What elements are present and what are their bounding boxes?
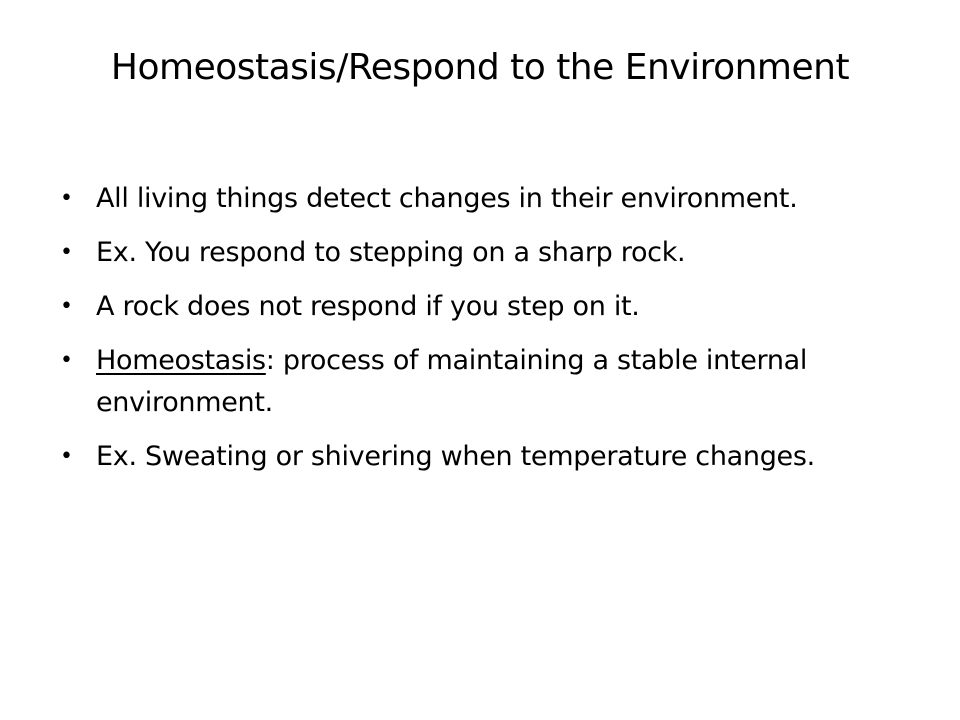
bullet-dot-icon: • xyxy=(60,294,73,319)
bullet-list xyxy=(58,178,888,490)
bullet-item xyxy=(58,436,888,478)
bullet-item xyxy=(58,178,888,220)
bullet-text: All living things detect changes in their environment. xyxy=(96,183,798,214)
bullet-item xyxy=(58,286,888,328)
defined-term: Homeostasis xyxy=(96,345,266,376)
bullet-text: : process of maintaining a stable internal environment. xyxy=(96,345,808,418)
bullet-dot-icon: • xyxy=(60,240,73,265)
slide-title: Homeostasis/Respond to the Environment xyxy=(110,47,850,88)
bullet-item xyxy=(58,232,888,274)
bullet-item xyxy=(58,340,888,424)
bullet-dot-icon: • xyxy=(60,186,73,211)
bullet-text: A rock does not respond if you step on it. xyxy=(96,291,640,322)
bullet-text: Ex. You respond to stepping on a sharp rock. xyxy=(96,237,686,268)
bullet-text: Ex. Sweating or shivering when temperature changes. xyxy=(96,441,815,472)
bullet-dot-icon: • xyxy=(60,444,73,469)
bullet-dot-icon: • xyxy=(60,348,73,373)
